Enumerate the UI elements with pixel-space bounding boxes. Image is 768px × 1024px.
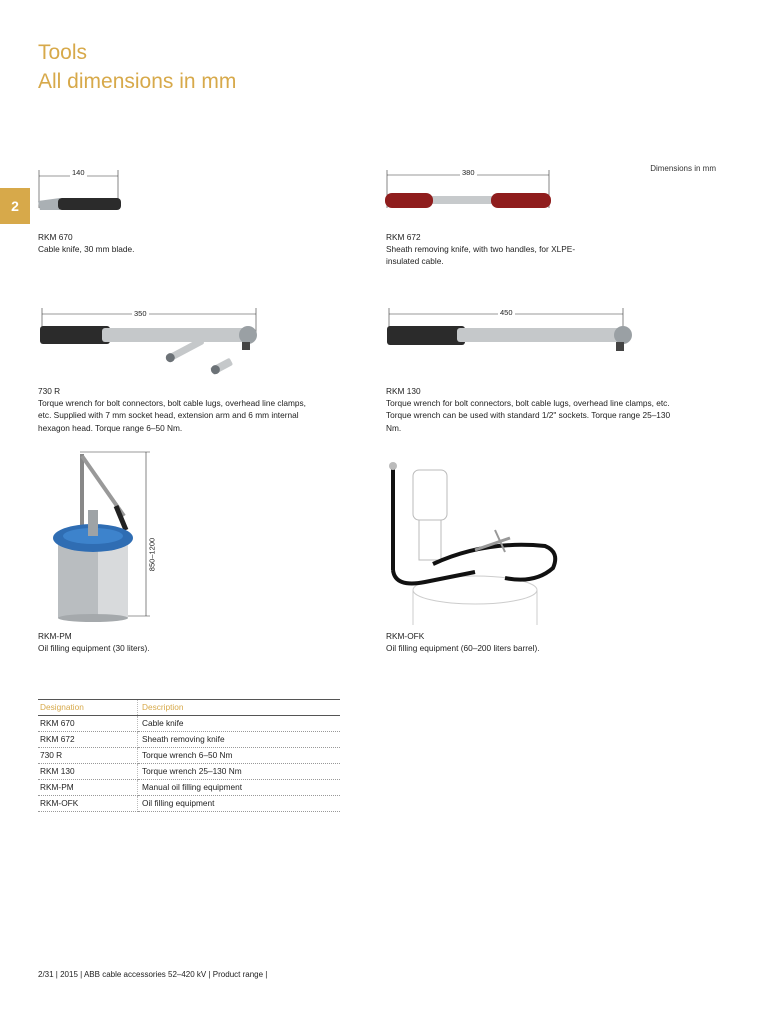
- caption-rkm-pm: [38, 630, 338, 654]
- product-code: 730 R: [38, 386, 61, 396]
- caption-rkm130: [386, 385, 686, 434]
- cell-designation: RKM 130: [38, 764, 138, 780]
- dim-label-rkm-pm: 850–1200: [148, 530, 157, 580]
- dim-label-rkm672: 380: [462, 168, 475, 177]
- cell-description: Sheath removing knife: [138, 732, 341, 748]
- product-description: Cable knife, 30 mm blade.: [38, 244, 135, 255]
- product-code: RKM 670: [38, 232, 73, 242]
- cell-designation: RKM-PM: [38, 780, 138, 796]
- caption-rkm-ofk: [386, 630, 686, 654]
- product-code: RKM 672: [386, 232, 421, 242]
- cell-description: Torque wrench 6–50 Nm: [138, 748, 341, 764]
- caption-rkm672: [386, 231, 596, 268]
- table-row: [38, 732, 340, 748]
- product-description: Oil filling equipment (30 liters).: [38, 643, 150, 654]
- product-description: Torque wrench for bolt connectors, bolt cable lugs, overhead line clamps, etc. Supplied with 7 mm socket head, extension arm and 6 mm internal hexagon head. Torque range 6–50 Nm.: [38, 398, 306, 433]
- oil-filling-pump-image: [38, 450, 163, 625]
- table-row: [38, 780, 340, 796]
- product-description: Sheath removing knife, with two handles, for XLPE-insulated cable.: [386, 244, 576, 267]
- table-row: [38, 716, 340, 732]
- cell-designation: RKM 672: [38, 732, 138, 748]
- product-code: RKM-OFK: [386, 631, 425, 641]
- torque-wrench-730r-image: [38, 306, 263, 388]
- page-footer: 2/31 | 2015 | ABB cable accessories 52–420 kV | Product range |: [38, 970, 268, 979]
- cell-description: Torque wrench 25–130 Nm: [138, 764, 341, 780]
- product-code: RKM 130: [386, 386, 421, 396]
- section-tab[interactable]: 2: [0, 188, 30, 224]
- table-row: [38, 796, 340, 812]
- cell-designation: RKM-OFK: [38, 796, 138, 812]
- cell-designation: RKM 670: [38, 716, 138, 732]
- table-row: [38, 748, 340, 764]
- cell-description: Manual oil filling equipment: [138, 780, 341, 796]
- product-code: RKM-PM: [38, 631, 72, 641]
- dimensions-note: Dimensions in mm: [650, 164, 716, 173]
- oil-filling-equipment-image: [385, 460, 560, 625]
- cell-description: Cable knife: [138, 716, 341, 732]
- dim-label-rkm130: 450: [500, 308, 513, 317]
- product-description: Torque wrench for bolt connectors, bolt cable lugs, overhead line clamps, etc. Torque wrench can be used with standard 1/2" sockets. Torque range 25–130 Nm.: [386, 398, 671, 433]
- product-description: Oil filling equipment (60–200 liters barrel).: [386, 643, 540, 654]
- column-header-description: Description: [138, 700, 341, 716]
- dim-label-730r: 350: [134, 309, 147, 318]
- column-header-designation: Designation: [38, 700, 138, 716]
- cell-designation: 730 R: [38, 748, 138, 764]
- designation-table: [38, 699, 340, 812]
- page-subtitle: All dimensions in mm: [38, 70, 237, 93]
- cell-description: Oil filling equipment: [138, 796, 341, 812]
- dim-label-rkm670: 140: [72, 168, 85, 177]
- caption-rkm670: [38, 231, 338, 255]
- table-header-row: [38, 700, 340, 716]
- caption-730r: [38, 385, 318, 434]
- page-title: Tools: [38, 41, 88, 64]
- table-row: [38, 764, 340, 780]
